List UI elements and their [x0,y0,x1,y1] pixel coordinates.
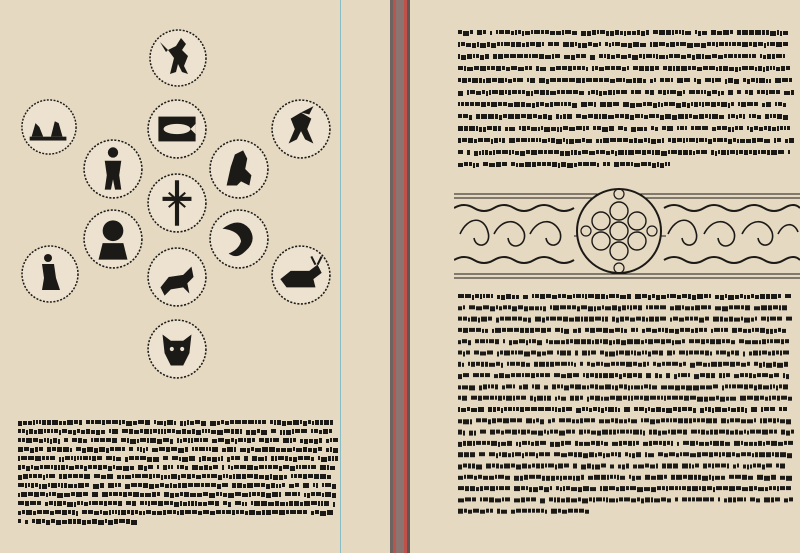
top-text-block [458,28,794,178]
griffin-icon [148,28,208,88]
hunter-icon [20,244,80,304]
fish-icon [146,98,208,160]
man-icon [82,138,144,200]
dagger-cross-icon [146,172,208,234]
right-page [410,0,800,553]
left-text-block [18,418,338,528]
horseman-icon [146,246,208,308]
stag-icon [270,244,332,306]
left-page [0,0,390,553]
circle-of-circles-icon [574,186,664,276]
lion-icon [82,208,144,270]
beast-face-icon [146,318,208,380]
warrior-with-flag-icon [270,98,332,160]
sea-serpent-icon [208,208,270,270]
page-gutter [390,0,410,553]
margin-guide [340,0,341,553]
bottom-text-block [458,292,794,522]
bear-icon [208,138,270,200]
two-dogs-icon [20,98,78,156]
